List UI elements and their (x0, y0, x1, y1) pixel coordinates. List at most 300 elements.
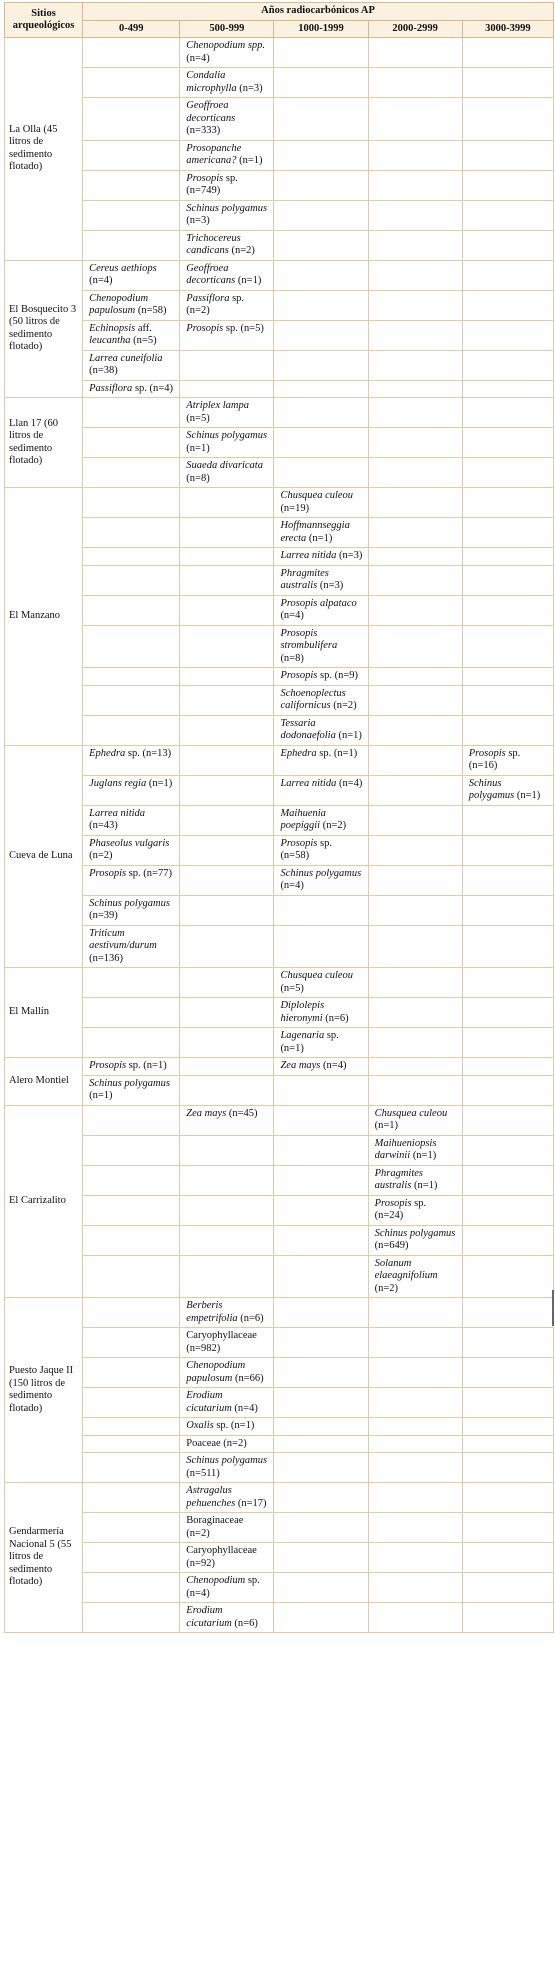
taxon-cell (83, 140, 180, 170)
taxon-name: Phragmites australis (280, 567, 329, 591)
taxon-cell (274, 1058, 368, 1076)
taxon-cell (274, 1328, 368, 1358)
radiocarbon-taxa-table (4, 2, 554, 1633)
taxon-cell (83, 68, 180, 98)
taxon-cell (83, 1328, 180, 1358)
taxon-cell (180, 595, 274, 625)
taxon-cell (83, 260, 180, 290)
taxon-cell (180, 1513, 274, 1543)
taxon-cell (462, 1388, 553, 1418)
taxon-name: Prosopis (89, 867, 127, 879)
taxon-cell (368, 1135, 462, 1165)
header-radiocarbon-years: Años radiocarbónicos AP (83, 3, 554, 21)
taxon-cell (462, 320, 553, 350)
taxon-cell (368, 1075, 462, 1105)
taxon-name: Schinus polygamus (89, 1077, 170, 1089)
taxon-cell (368, 1483, 462, 1513)
header-period: 2000-2999 (368, 20, 462, 38)
taxon-cell (180, 715, 274, 745)
taxon-cell (83, 895, 180, 925)
site-name-cell: El Bosquecito 3 (50 litros de sedimento flotado) (5, 260, 83, 398)
taxon-name: Larrea nitida (280, 550, 337, 561)
taxon-cell (368, 260, 462, 290)
taxon-name: Chenopodium spp. (186, 40, 266, 51)
taxon-name: Hoffmannseggia erecta (280, 520, 350, 544)
taxon-count: (n=3) (317, 580, 344, 591)
taxon-cell (274, 625, 368, 668)
taxon-cell (274, 380, 368, 398)
taxon-cell (274, 998, 368, 1028)
taxon-cell (83, 685, 180, 715)
taxon-cell (180, 1058, 274, 1076)
taxon-cell (180, 548, 274, 566)
taxon-cell (274, 1603, 368, 1633)
taxon-cell (180, 428, 274, 458)
taxon-cell (368, 1028, 462, 1058)
taxon-count: (n=4) (336, 777, 363, 789)
taxon-cell (368, 1573, 462, 1603)
taxon-cell (83, 1135, 180, 1165)
table-row (5, 1075, 554, 1105)
taxon-name: Zea mays (186, 1107, 227, 1119)
taxon-count: sp. (n=4) (186, 1575, 260, 1599)
taxon-name: Condalia microphylla (186, 70, 237, 94)
table-row (5, 458, 554, 488)
site-name-cell: La Olla (45 litros de sedimento flotado) (5, 38, 83, 261)
table-row (5, 140, 554, 170)
taxon-count: (n=1) (236, 155, 263, 166)
taxon-cell (462, 925, 553, 968)
taxon-cell (274, 290, 368, 320)
taxon-name: Geoffroea decorticans (186, 100, 236, 124)
taxon-name: Passiflora (186, 292, 230, 304)
taxon-cell (368, 895, 462, 925)
header-period: 3000-3999 (462, 20, 553, 38)
table-row (5, 260, 554, 290)
taxon-name: Echinopsis (89, 322, 136, 334)
taxon-cell (180, 230, 274, 260)
taxon-cell (83, 1543, 180, 1573)
table-row (5, 1195, 554, 1225)
taxon-count: sp. (n=58) (280, 837, 332, 861)
taxon-name: Triticum aestivum/durum (89, 927, 157, 951)
table-row (5, 380, 554, 398)
taxon-name: Larrea nitida (280, 777, 337, 789)
taxon-cell (462, 1075, 553, 1105)
taxon-name: Prosopis (186, 172, 224, 184)
taxon-cell (274, 1513, 368, 1543)
taxon-cell (462, 1453, 553, 1483)
taxon-cell (462, 595, 553, 625)
table-row (5, 1105, 554, 1135)
taxon-cell (274, 1573, 368, 1603)
taxon-cell (368, 1603, 462, 1633)
taxon-name: Erodium cicutarium (186, 1390, 232, 1414)
taxon-cell (462, 1543, 553, 1573)
table-row (5, 38, 554, 68)
taxon-name: Tessaria dodonaefolia (280, 717, 336, 741)
taxon-name: Prosopis alpataco (280, 597, 357, 609)
taxon-count: (n=2) (374, 1282, 399, 1294)
taxon-cell (274, 140, 368, 170)
table-row (5, 1328, 554, 1358)
taxon-name: Schinus polygamus (89, 897, 170, 909)
taxon-cell (180, 398, 274, 428)
taxon-cell (368, 1418, 462, 1436)
taxon-cell (83, 1435, 180, 1453)
table-row (5, 98, 554, 141)
taxon-name: Ephedra (89, 747, 126, 759)
taxon-cell (462, 140, 553, 170)
taxon-cell (180, 1075, 274, 1105)
taxon-cell (368, 1453, 462, 1483)
taxon-cell (274, 458, 368, 488)
table-row (5, 1028, 554, 1058)
taxon-cell (462, 998, 553, 1028)
table-row (5, 1388, 554, 1418)
table-row (5, 290, 554, 320)
taxon-count: (n=649) (374, 1240, 409, 1251)
taxon-cell (83, 1075, 180, 1105)
taxon-cell (83, 38, 180, 68)
taxon-cell (462, 1105, 553, 1135)
taxon-cell (180, 1328, 274, 1358)
taxon-cell (274, 715, 368, 745)
taxon-cell (368, 715, 462, 745)
taxon-cell (180, 68, 274, 98)
table-row (5, 1418, 554, 1436)
taxon-cell (462, 260, 553, 290)
taxon-cell (83, 350, 180, 380)
taxon-name: Chusquea culeou (280, 490, 354, 501)
taxon-cell (83, 1225, 180, 1255)
taxon-cell (83, 518, 180, 548)
taxon-cell (180, 260, 274, 290)
taxon-count: sp. (n=1) (126, 1060, 167, 1071)
taxon-cell (274, 1105, 368, 1135)
table-row (5, 925, 554, 968)
taxon-cell (83, 380, 180, 398)
taxon-cell (83, 968, 180, 998)
taxon-cell (83, 1388, 180, 1418)
taxon-count: (n=511) (186, 1467, 220, 1479)
taxon-cell (274, 1075, 368, 1105)
taxon-count: Caryophyllaceae (n=92) (186, 1545, 257, 1569)
taxon-count: (n=2) (330, 700, 357, 711)
taxon-cell (274, 1418, 368, 1436)
taxon-name: Schinus polygamus (374, 1227, 456, 1239)
taxon-name: Phaseolus vulgaris (89, 837, 170, 849)
taxon-cell (274, 98, 368, 141)
taxon-count: Caryophyllaceae (n=982) (186, 1330, 257, 1354)
taxon-name: Schinus polygamus (186, 202, 268, 214)
table-row (5, 1513, 554, 1543)
taxon-cell (83, 835, 180, 865)
table-row (5, 1058, 554, 1076)
taxon-count: sp. (n=1) (213, 1420, 255, 1431)
taxon-count: (n=1) (306, 532, 333, 544)
taxon-cell (274, 865, 368, 895)
taxon-name: Oxalis (186, 1420, 214, 1431)
taxon-name: Prosopis (89, 1060, 127, 1071)
taxon-cell (180, 350, 274, 380)
taxon-cell (83, 1418, 180, 1436)
taxon-name: Schinus polygamus (468, 777, 515, 801)
taxon-cell (274, 1298, 368, 1328)
taxon-cell (83, 290, 180, 320)
taxon-cell (368, 380, 462, 398)
taxon-count: sp. (n=1) (280, 1030, 339, 1054)
taxon-cell (274, 260, 368, 290)
taxon-cell (83, 1028, 180, 1058)
taxon-count: (n=1) (146, 777, 173, 789)
taxon-cell (368, 290, 462, 320)
taxon-cell (462, 1135, 553, 1165)
taxon-cell (462, 230, 553, 260)
table-row (5, 775, 554, 805)
taxon-name: Prosopis (468, 747, 506, 759)
taxon-cell (368, 1513, 462, 1543)
site-name-cell: El Carrizalito (5, 1105, 83, 1298)
taxon-cell (180, 835, 274, 865)
taxon-name: Schinus polygamus (186, 430, 268, 441)
taxon-cell (83, 625, 180, 668)
taxon-name: Cereus aethiops (89, 262, 157, 274)
taxon-cell (368, 428, 462, 458)
taxon-cell (180, 1418, 274, 1436)
taxon-cell (462, 565, 553, 595)
taxon-count: (n=4) (280, 610, 304, 621)
taxon-cell (462, 200, 553, 230)
taxon-count: (n=2) (89, 850, 113, 861)
taxon-count: (n=1) (235, 275, 262, 286)
taxon-cell (83, 1255, 180, 1298)
taxon-cell (462, 428, 553, 458)
taxon-cell (274, 745, 368, 775)
taxon-count: (n=333) (186, 125, 221, 136)
taxon-cell (368, 1255, 462, 1298)
table-row (5, 1453, 554, 1483)
taxon-cell (368, 68, 462, 98)
taxon-name: Astragalus pehuenches (186, 1485, 236, 1509)
taxon-count: (n=5) (186, 412, 210, 424)
taxon-name: Larrea nitida (89, 807, 146, 819)
taxon-cell (180, 775, 274, 805)
taxon-cell (180, 805, 274, 835)
taxon-cell (368, 668, 462, 686)
taxon-count: (n=1) (411, 1180, 438, 1191)
taxon-count: sp. (n=9) (317, 670, 359, 681)
table-row (5, 1573, 554, 1603)
taxon-cell (368, 230, 462, 260)
taxon-count: Poaceae (n=2) (186, 1437, 247, 1449)
taxon-count: (n=3) (336, 550, 363, 561)
taxon-cell (368, 1435, 462, 1453)
table-row (5, 488, 554, 518)
taxon-cell (180, 668, 274, 686)
taxon-cell (462, 380, 553, 398)
taxon-count: (n=8) (186, 472, 210, 484)
table-row (5, 745, 554, 775)
taxon-cell (462, 668, 553, 686)
taxon-cell (368, 1195, 462, 1225)
table-row (5, 1603, 554, 1633)
taxon-count: (n=17) (235, 1497, 267, 1509)
taxon-cell (180, 320, 274, 350)
taxon-cell (180, 488, 274, 518)
taxon-cell (274, 685, 368, 715)
taxon-cell (83, 668, 180, 686)
taxon-cell (83, 548, 180, 566)
taxon-cell (180, 1483, 274, 1513)
taxon-name: Chusquea culeou (280, 970, 354, 981)
taxon-cell (180, 1135, 274, 1165)
taxon-cell (83, 200, 180, 230)
taxon-count: (n=1) (335, 730, 362, 741)
taxon-count: aff. (135, 322, 152, 334)
taxon-cell (274, 1453, 368, 1483)
taxon-count: (n=8) (280, 652, 304, 664)
taxon-cell (180, 380, 274, 398)
table-row (5, 1298, 554, 1328)
taxon-count: Boraginaceae (n=2) (186, 1515, 244, 1539)
table-row (5, 998, 554, 1028)
taxon-cell (83, 998, 180, 1028)
taxon-name: Zea mays (280, 1060, 321, 1071)
taxon-name: Prosopis (186, 322, 224, 334)
taxon-count: (n=2) (228, 245, 255, 256)
taxon-cell (83, 1483, 180, 1513)
taxon-name: Prosopis strombulifera (280, 627, 338, 651)
table-row (5, 805, 554, 835)
taxon-cell (83, 925, 180, 968)
taxon-cell (180, 1225, 274, 1255)
table-row (5, 398, 554, 428)
taxon-cell (462, 835, 553, 865)
site-name-cell: Cueva de Luna (5, 745, 83, 968)
taxon-name: leucantha (89, 335, 131, 346)
taxon-count: sp. (n=24) (374, 1197, 427, 1221)
taxon-cell (462, 1225, 553, 1255)
taxon-cell (462, 1028, 553, 1058)
taxon-cell (83, 1573, 180, 1603)
taxon-cell (274, 1028, 368, 1058)
taxon-cell (368, 745, 462, 775)
taxon-cell (274, 1135, 368, 1165)
table-row (5, 968, 554, 998)
taxon-cell (462, 98, 553, 141)
taxon-count: sp. (n=13) (125, 747, 172, 759)
taxon-cell (274, 1255, 368, 1298)
taxon-name: Maihuenia poepiggii (280, 807, 326, 831)
taxon-name: Lagenaria (280, 1030, 325, 1041)
taxon-cell (180, 625, 274, 668)
taxon-cell (368, 998, 462, 1028)
taxon-cell (462, 548, 553, 566)
site-name-cell: El Manzano (5, 488, 83, 746)
taxon-cell (368, 625, 462, 668)
taxon-cell (274, 398, 368, 428)
taxon-cell (368, 1388, 462, 1418)
taxon-cell (274, 68, 368, 98)
site-name-cell: Llan 17 (60 litros de sedimento flotado) (5, 398, 83, 488)
taxon-count: sp. (n=77) (126, 867, 172, 879)
taxon-cell (274, 350, 368, 380)
taxon-cell (274, 895, 368, 925)
taxon-cell (368, 98, 462, 141)
taxon-cell (368, 140, 462, 170)
taxon-cell (274, 595, 368, 625)
taxon-cell (180, 998, 274, 1028)
taxon-cell (274, 38, 368, 68)
taxon-name: Maihueniopsis darwinii (374, 1137, 437, 1161)
taxon-cell (180, 1603, 274, 1633)
table-row (5, 1543, 554, 1573)
taxon-cell (180, 1573, 274, 1603)
taxon-cell (368, 1543, 462, 1573)
taxon-cell (462, 1513, 553, 1543)
taxon-cell (368, 565, 462, 595)
taxon-cell (368, 38, 462, 68)
taxon-cell (274, 1435, 368, 1453)
taxon-cell (462, 488, 553, 518)
taxon-cell (462, 1255, 553, 1298)
taxon-cell (368, 835, 462, 865)
taxon-name: Schinus polygamus (280, 867, 362, 879)
taxon-cell (462, 715, 553, 745)
taxon-cell (462, 170, 553, 200)
taxon-name: Larrea cuneifolia (89, 352, 163, 364)
taxon-cell (368, 865, 462, 895)
taxon-count: (n=6) (237, 1312, 264, 1324)
table-row (5, 1483, 554, 1513)
taxon-cell (368, 1358, 462, 1388)
taxon-cell (83, 170, 180, 200)
taxon-count: (n=4) (186, 52, 210, 64)
taxon-name: Diplolepis hieronymi (280, 1000, 325, 1024)
taxon-cell (274, 1483, 368, 1513)
taxon-name: Erodium cicutarium (186, 1605, 232, 1629)
table-row (5, 595, 554, 625)
taxon-cell (180, 1298, 274, 1328)
taxon-name: Atriplex lampa (186, 400, 249, 411)
taxon-cell (180, 290, 274, 320)
table-row (5, 1255, 554, 1298)
table-row (5, 230, 554, 260)
taxon-cell (83, 458, 180, 488)
taxon-cell (274, 1225, 368, 1255)
taxon-name: Prosopanche americana? (186, 142, 242, 166)
taxon-cell (180, 895, 274, 925)
taxon-cell (180, 1543, 274, 1573)
taxon-count: (n=5) (280, 982, 304, 994)
taxon-cell (368, 518, 462, 548)
taxon-cell (462, 625, 553, 668)
taxon-cell (462, 290, 553, 320)
table-row (5, 548, 554, 566)
taxon-cell (368, 595, 462, 625)
taxon-count: (n=6) (231, 1617, 258, 1629)
site-name-cell: El Mallín (5, 968, 83, 1058)
taxon-name: Passiflora (89, 382, 133, 394)
taxon-name: Trichocereus candicans (186, 232, 241, 256)
taxon-cell (462, 1418, 553, 1436)
taxon-cell (83, 488, 180, 518)
taxon-cell (83, 1105, 180, 1135)
table-row (5, 625, 554, 668)
taxon-count: (n=1) (89, 1090, 113, 1101)
table-row (5, 1225, 554, 1255)
